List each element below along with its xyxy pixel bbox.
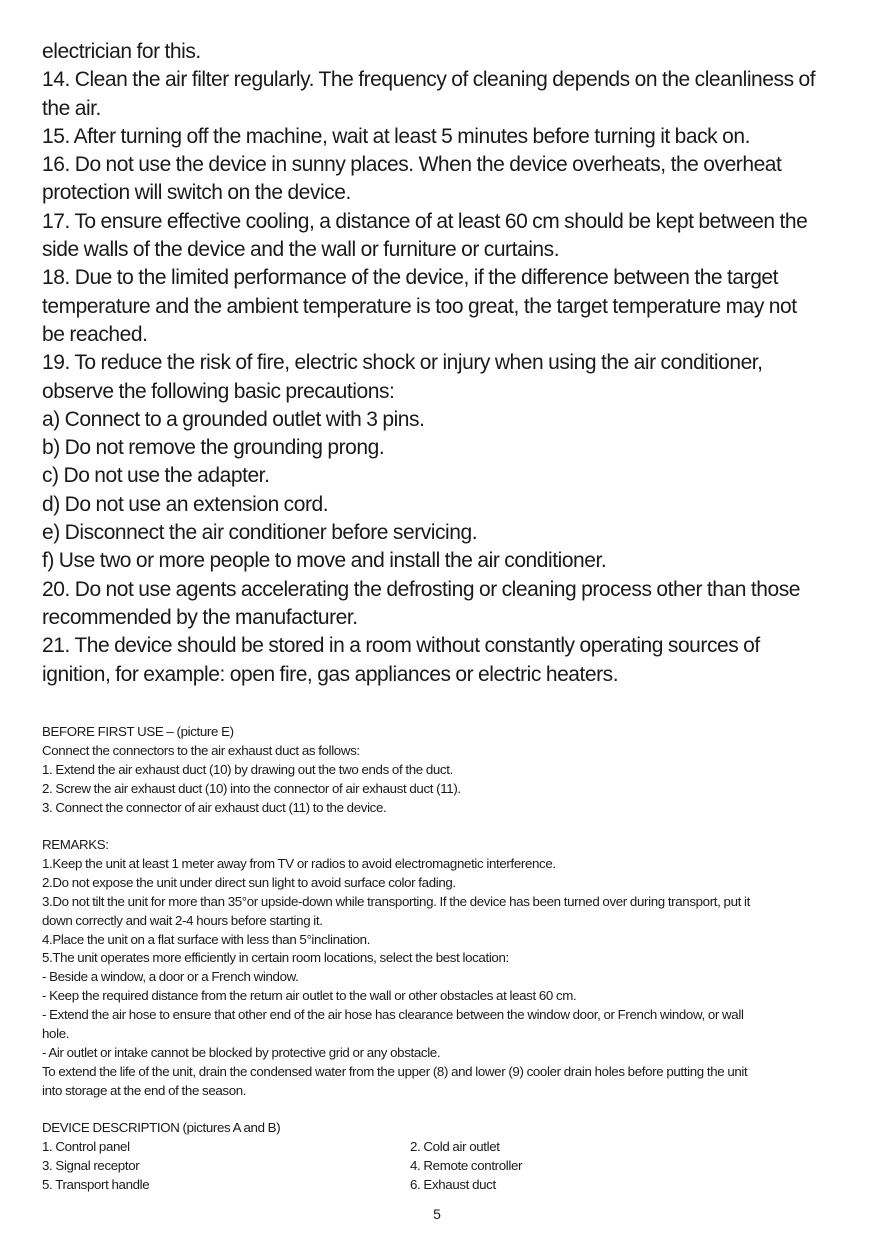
device-part-item: 3. Signal receptor — [42, 1157, 140, 1173]
text-line: 19. To reduce the risk of fire, electric shock or injury when using the air conditioner, — [42, 351, 763, 375]
text-line: 21. The device should be stored in a room without constantly operating sources of — [42, 634, 760, 658]
text-line: b) Do not remove the grounding prong. — [42, 436, 385, 460]
text-line: f) Use two or more people to move and install the air conditioner. — [42, 549, 607, 573]
text-line: Connect the connectors to the air exhaust duct as follows: — [42, 742, 360, 758]
text-line: 14. Clean the air filter regularly. The frequency of cleaning depends on the cleanliness of — [42, 68, 816, 92]
text-line: 1.Keep the unit at least 1 meter away from TV or radios to avoid electromagnetic interference. — [42, 855, 556, 871]
device-part-item: 2. Cold air outlet — [410, 1138, 500, 1154]
text-line: down correctly and wait 2-4 hours before starting it. — [42, 912, 323, 928]
text-line: 4.Place the unit on a flat surface with less than 5°inclination. — [42, 931, 371, 947]
text-line: 2.Do not expose the unit under direct sun light to avoid surface color fading. — [42, 874, 456, 890]
remarks-section — [42, 836, 842, 1101]
device-description-section — [42, 1119, 842, 1195]
text-line: c) Do not use the adapter. — [42, 464, 270, 488]
text-line: the air. — [42, 96, 101, 120]
device-part-row — [42, 1176, 842, 1195]
text-line: 18. Due to the limited performance of the device, if the difference between the target — [42, 266, 779, 290]
text-line: electrician for this. — [42, 40, 201, 63]
text-line: 3.Do not tilt the unit for more than 35°or upside-down while transporting. If the device has been turned over during transport, put it — [42, 893, 750, 909]
text-line: a) Connect to a grounded outlet with 3 pins. — [42, 407, 425, 431]
text-line: 15. After turning off the machine, wait at least 5 minutes before turning it back on. — [42, 124, 750, 148]
text-line: e) Disconnect the air conditioner before servicing. — [42, 521, 478, 545]
text-line: 16. Do not use the device in sunny places. When the device overheats, the overheat — [42, 153, 782, 177]
text-line: - Air outlet or intake cannot be blocked by protective grid or any obstacle. — [42, 1044, 441, 1060]
text-line: 20. Do not use agents accelerating the defrosting or cleaning process other than those — [42, 577, 800, 601]
device-part-item: 4. Remote controller — [410, 1157, 523, 1173]
text-line: - Keep the required distance from the return air outlet to the wall or other obstacles at least 60 cm. — [42, 988, 577, 1004]
text-line: protection will switch on the device. — [42, 181, 351, 205]
text-line: side walls of the device and the wall or furniture or curtains. — [42, 238, 560, 262]
text-line: 3. Connect the connector of air exhaust duct (11) to the device. — [42, 799, 387, 815]
text-line: To extend the life of the unit, drain the condensed water from the upper (8) and lower (9) cooler drain holes before putting the unit — [42, 1063, 748, 1079]
text-line: 5.The unit operates more efficiently in certain room locations, select the best location: — [42, 950, 509, 966]
section-heading: DEVICE DESCRIPTION (pictures A and B) — [42, 1120, 281, 1135]
text-line: into storage at the end of the season. — [42, 1082, 247, 1098]
text-line: - Beside a window, a door or a French window. — [42, 969, 299, 985]
text-line: recommended by the manufacturer. — [42, 605, 358, 629]
section-heading: BEFORE FIRST USE – (picture E) — [42, 724, 234, 739]
text-line: 1. Extend the air exhaust duct (10) by drawing out the two ends of the duct. — [42, 761, 453, 777]
text-line: hole. — [42, 1026, 70, 1042]
text-line: 17. To ensure effective cooling, a distance of at least 60 cm should be kept between the — [42, 209, 808, 233]
before-first-use-section — [42, 723, 842, 818]
device-part-item: 5. Transport handle — [42, 1176, 150, 1192]
text-line: temperature and the ambient temperature is too great, the target temperature may not — [42, 294, 797, 318]
device-part-row — [42, 1157, 842, 1176]
text-line: observe the following basic precautions: — [42, 379, 395, 403]
page-number: 5 — [433, 1206, 441, 1222]
text-line: be reached. — [42, 322, 148, 346]
text-line: 2. Screw the air exhaust duct (10) into the connector of air exhaust duct (11). — [42, 780, 461, 796]
text-line: ignition, for example: open fire, gas appliances or electric heaters. — [42, 662, 619, 686]
device-part-item: 6. Exhaust duct — [410, 1176, 496, 1192]
safety-instructions-continued — [42, 38, 850, 689]
device-part-item: 1. Control panel — [42, 1138, 130, 1154]
section-heading: REMARKS: — [42, 837, 109, 852]
text-line: d) Do not use an extension cord. — [42, 492, 329, 516]
text-line: - Extend the air hose to ensure that other end of the air hose has clearance between the window door, or French window, or wall — [42, 1007, 744, 1023]
device-part-row — [42, 1138, 842, 1157]
